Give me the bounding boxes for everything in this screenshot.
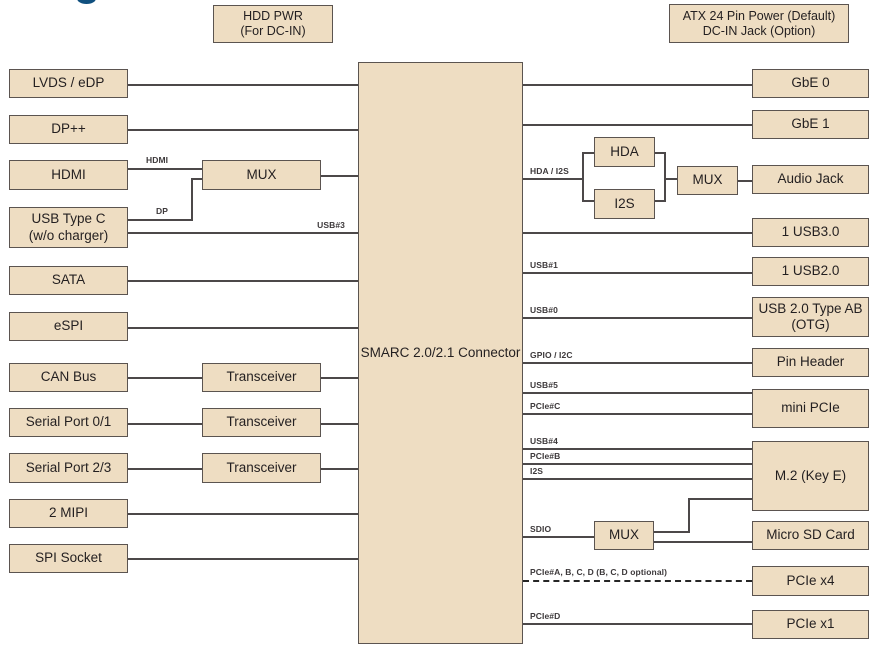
node-hdd-pwr (213, 5, 333, 43)
node-mux-display-label: MUX (246, 166, 277, 182)
wire-dp-plus-plus (128, 129, 358, 131)
wire-audio-split-left (582, 152, 584, 200)
wire-mux-audio-in (664, 178, 677, 180)
node-m2-key-e-label: M.2 (Key E) (774, 467, 847, 483)
wire-audio-join-right (664, 152, 666, 200)
node-transceiver-serial23-label: Transceiver (226, 459, 297, 475)
node-atx-power-label: ATX 24 Pin Power (Default) DC-IN Jack (Option) (682, 8, 836, 38)
node-hdmi-label: HDMI (51, 166, 86, 182)
node-2-mipi-label: 2 MIPI (48, 505, 88, 521)
wire-transceiver-serial01-out (321, 423, 358, 425)
node-usb-ab-otg (752, 297, 869, 337)
wire-label-gpio-i2c: GPIO / I2C (530, 350, 573, 360)
wire-usb5 (523, 392, 752, 394)
wire-hda-out (655, 152, 666, 154)
node-pcie-x4-label: PCIe x4 (786, 572, 835, 588)
node-gbe0 (752, 69, 869, 98)
node-smarc-connector (358, 62, 523, 644)
wire-mux-display-out (321, 175, 358, 177)
node-dp-plus-plus-label: DP++ (51, 121, 86, 137)
node-serial-port-01-label: Serial Port 0/1 (25, 414, 112, 430)
node-hda (594, 137, 655, 167)
wire-usb30 (523, 232, 752, 234)
node-transceiver-serial01-label: Transceiver (226, 414, 297, 430)
node-mini-pcie (752, 389, 869, 428)
wire-label-pcie-b: PCIe#B (530, 451, 561, 461)
wire-i2s-out (655, 200, 666, 202)
wire-mux-sdio-to-microsd (654, 541, 752, 543)
wire-label-usb1: USB#1 (530, 260, 558, 270)
wire-label-usb5: USB#5 (530, 380, 558, 390)
node-transceiver-serial01 (202, 408, 321, 437)
wire-dp-jog (191, 178, 202, 180)
wire-i2s-m2 (523, 478, 752, 480)
node-micro-sd-label: Micro SD Card (766, 527, 855, 543)
wire-pcie-c (523, 413, 752, 415)
node-usb20 (752, 257, 869, 286)
node-gbe0-label: GbE 0 (791, 75, 830, 91)
wire-transceiver-can-out (321, 377, 358, 379)
wire-label-pcie-c: PCIe#C (530, 401, 561, 411)
node-pcie-x1-label: PCIe x1 (786, 616, 835, 632)
wire-label-dp: DP (156, 206, 169, 216)
wire-serial01-to-transceiver (128, 423, 202, 425)
node-pcie-x1 (752, 610, 869, 639)
wire-usb0 (523, 317, 752, 319)
wire-dp-horizontal (128, 219, 192, 221)
node-espi (9, 312, 128, 341)
wire-label-i2s: I2S (530, 466, 544, 476)
node-micro-sd (752, 521, 869, 550)
wire-hdmi-to-mux (128, 168, 202, 170)
node-i2s-label: I2S (614, 195, 635, 211)
node-spi-socket-label: SPI Socket (35, 550, 102, 566)
node-can-bus (9, 363, 128, 392)
wire-mipi (128, 513, 358, 515)
node-smarc-connector-label: SMARC 2.0/2.1 Connector (360, 344, 521, 360)
node-usb20-label: 1 USB2.0 (781, 263, 840, 279)
node-transceiver-serial23 (202, 453, 321, 483)
wire-label-usb0: USB#0 (530, 305, 558, 315)
wire-spi-socket (128, 558, 358, 560)
wire-usb3 (128, 232, 358, 234)
node-usb-ab-otg-label: USB 2.0 Type AB (OTG) (758, 300, 863, 332)
wire-label-hdmi: HDMI (146, 155, 169, 165)
wire-riser-to-m2 (688, 498, 752, 500)
node-dp-plus-plus (9, 115, 128, 144)
wire-hda-in (582, 152, 594, 154)
node-atx-power (669, 4, 849, 43)
node-hda-label: HDA (610, 143, 639, 159)
wire-gpio-i2c (523, 362, 752, 364)
wire-label-usb4: USB#4 (530, 436, 558, 446)
wire-label-usb3: USB#3 (317, 220, 345, 230)
wire-label-pcie-d: PCIe#D (530, 611, 561, 621)
node-sata (9, 266, 128, 295)
wire-can-to-transceiver (128, 377, 202, 379)
node-usb30-label: 1 USB3.0 (781, 224, 840, 240)
node-transceiver-can-label: Transceiver (226, 369, 297, 385)
node-sata-label: SATA (51, 272, 86, 288)
node-pin-header-label: Pin Header (776, 354, 845, 370)
node-pin-header (752, 348, 869, 377)
node-serial-port-01 (9, 408, 128, 437)
wire-hda-i2s (523, 178, 582, 180)
wire-transceiver-serial23-out (321, 468, 358, 470)
node-usb-type-c-label: USB Type C (w/o charger) (28, 211, 109, 243)
node-lvds-edp (9, 69, 128, 98)
wire-gbe1 (523, 124, 752, 126)
wire-dp-vertical (191, 178, 193, 221)
node-can-bus-label: CAN Bus (40, 369, 97, 385)
node-lvds-edp-label: LVDS / eDP (32, 75, 105, 91)
wire-pcie-abcd-dashed (523, 580, 752, 582)
node-mux-display (202, 160, 321, 190)
wire-serial23-to-transceiver (128, 468, 202, 470)
wire-pcie-b (523, 463, 752, 465)
node-serial-port-23 (9, 453, 128, 483)
node-mux-audio (677, 166, 738, 195)
node-gbe1 (752, 110, 869, 139)
wire-espi (128, 327, 358, 329)
node-i2s (594, 189, 655, 219)
wire-sdio-riser-vertical (688, 498, 690, 533)
cropped-heading-fragment (77, 0, 96, 4)
wire-gbe0 (523, 84, 752, 86)
node-2-mipi (9, 499, 128, 528)
node-mux-sdio-label: MUX (609, 527, 639, 543)
wire-mux-audio-out (738, 180, 752, 182)
wire-label-hda-i2s: HDA / I2S (530, 166, 569, 176)
wire-sdio (523, 536, 594, 538)
wire-usb1 (523, 272, 752, 274)
node-pcie-x4 (752, 566, 869, 596)
node-espi-label: eSPI (53, 318, 84, 334)
node-mini-pcie-label: mini PCIe (781, 400, 840, 416)
wire-i2s-in (582, 200, 594, 202)
node-audio-jack (752, 165, 869, 194)
wire-label-sdio: SDIO (530, 524, 552, 534)
wire-pcie-d (523, 623, 752, 625)
node-spi-socket (9, 544, 128, 573)
node-hdd-pwr-label: HDD PWR (For DC-IN) (240, 9, 306, 38)
node-m2-key-e (752, 441, 869, 511)
node-gbe1-label: GbE 1 (791, 116, 830, 132)
node-hdmi (9, 160, 128, 190)
wire-sata (128, 280, 358, 282)
wire-usb4 (523, 448, 752, 450)
wire-mux-sdio-to-riser (654, 531, 690, 533)
node-usb-type-c (9, 207, 128, 248)
node-serial-port-23-label: Serial Port 2/3 (25, 459, 112, 475)
wire-label-pcie-abcd: PCIe#A, B, C, D (B, C, D optional) (530, 567, 668, 577)
node-mux-sdio (594, 521, 654, 550)
node-audio-jack-label: Audio Jack (777, 171, 844, 187)
node-transceiver-can (202, 363, 321, 392)
node-mux-audio-label: MUX (692, 172, 723, 188)
node-usb30 (752, 218, 869, 247)
wire-lvds (128, 84, 358, 86)
